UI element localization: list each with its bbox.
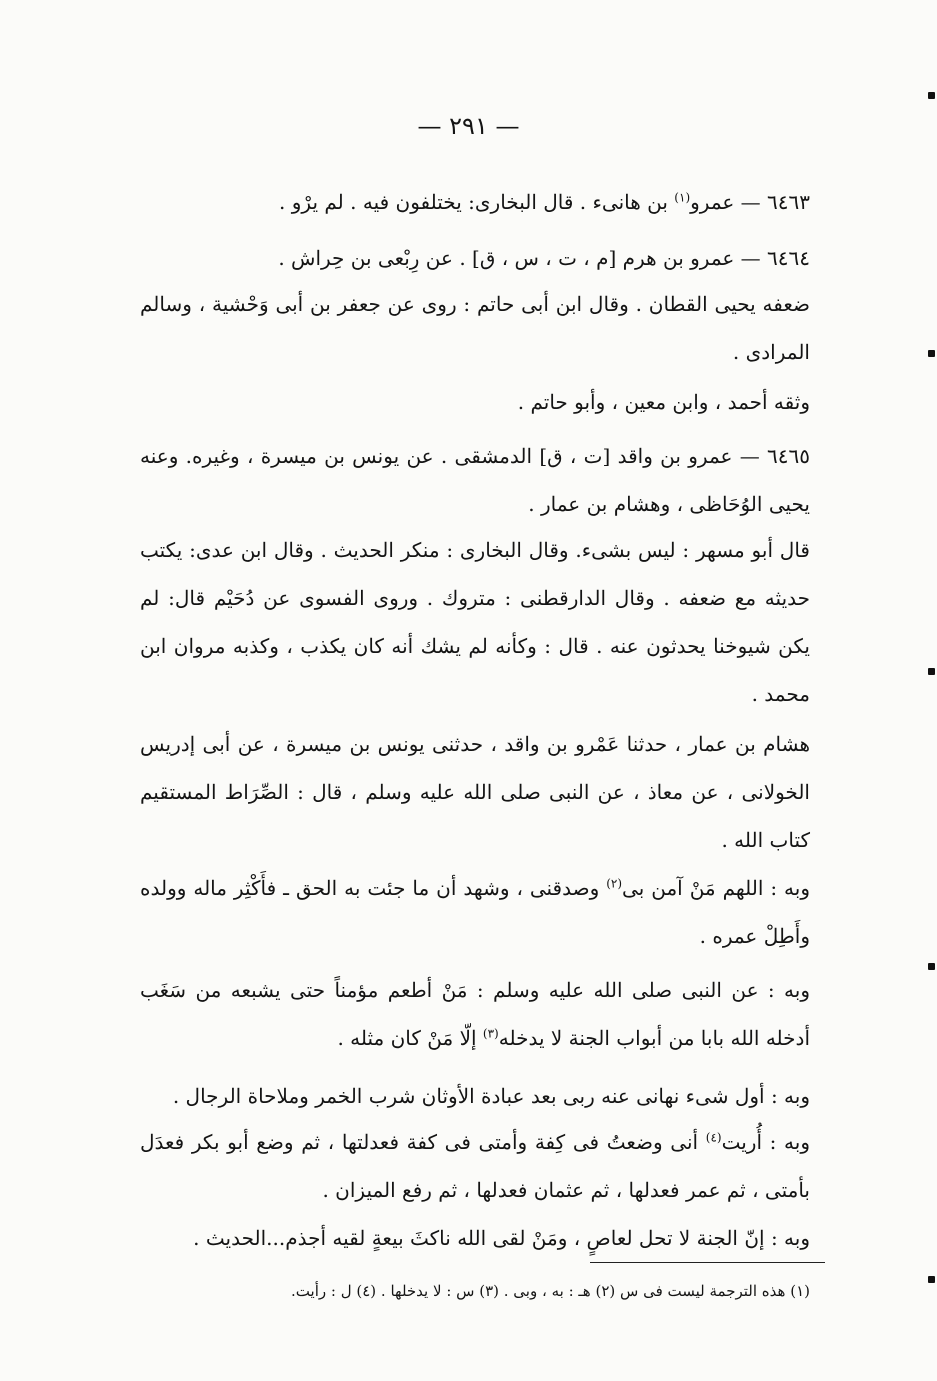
paragraph-text: وبه : اللهم مَنْ آمن بى [622, 876, 810, 900]
paragraph [140, 280, 810, 376]
paragraph [140, 864, 810, 960]
footnote-ref: (٣) [482, 1026, 499, 1041]
page-number: — ٢٩١ — [417, 112, 520, 140]
paragraph-text: وثقه أحمد ، وابن معين ، وأبو حاتم . [517, 390, 810, 414]
footnote-ref: (١) [674, 190, 691, 205]
entry-6464 [140, 234, 810, 282]
paragraph [140, 526, 810, 718]
margin-mark [928, 1276, 935, 1283]
entry-text: ٦٤٦٤ — عمرو بن هرم [م ، ت ، س ، ق] . عن رِبْعى بن حِراش . [278, 246, 810, 270]
footnote-ref: (٢) [606, 876, 623, 891]
paragraph [140, 1214, 810, 1262]
paragraph-text-rest: إلّا مَنْ كان مثله . [337, 1026, 483, 1050]
footnote-divider [590, 1262, 825, 1263]
paragraph [140, 378, 810, 426]
paragraph-text: ضعفه يحيى القطان . وقال ابن أبى حاتم : روى عن جعفر بن أبى وَحْشية ، وسالم المرادى . [140, 292, 810, 364]
entry-text: ٦٤٦٥ — عمرو بن واقد [ت ، ق] الدمشقى . عن يونس بن ميسرة ، وغيره. وعنه يحيى الوُحَاظى ، وهشام بن عمار . [140, 444, 810, 516]
footnotes: (١) هذه الترجمة ليست فى س (٢) هـ : به ، وبى . (٣) س : لا يدخلها . (٤) ل : رأيت. [291, 1282, 810, 1300]
margin-mark [928, 350, 935, 357]
paragraph [140, 720, 810, 864]
paragraph-text: وبه : أُريت [721, 1130, 810, 1154]
margin-mark [928, 92, 935, 99]
entry-6463 [140, 178, 810, 226]
margin-mark [928, 668, 935, 675]
entry-6465 [140, 432, 810, 528]
paragraph-text: وبه : إنّ الجنة لا تحل لعاصٍ ، ومَنْ لقى الله ناكثَ بيعةٍ لقيه أجذم...الحديث . [193, 1226, 810, 1250]
paragraph [140, 1118, 810, 1214]
paragraph-text: هشام بن عمار ، حدثنا عَمْرو بن واقد ، حدثنى يونس بن ميسرة ، عن أبى إدريس الخولانى ، عن معاذ ، عن النبى صلى الله عليه وسلم ، قال : الصِّرَاط المستقيم كتاب الله . [140, 732, 810, 852]
paragraph-text: وبه : أول شىء نهانى عنه ربى بعد عبادة الأوثان شرب الخمر وملاحاة الرجال . [172, 1084, 810, 1108]
paragraph-text: وبه : عن النبى صلى الله عليه وسلم : مَنْ أطعم مؤمناً حتى يشبعه من سَغَب أدخله الله بابا من أبواب الجنة لا يدخله [140, 978, 810, 1050]
margin-mark [928, 963, 935, 970]
paragraph [140, 1072, 810, 1120]
paragraph-text-rest: أنى وضعتُ فى كِفة وأمتى فى كفة فعدلتها ، ثم وضع أبو بكر فعدَل بأمتى ، ثم عمر فعدلها ، ثم عثمان فعدلها ، ثم رفع الميزان . [140, 1130, 810, 1202]
entry-text-rest: بن هانىء . قال البخارى: يختلفون فيه . لم يرْو . [279, 190, 675, 214]
paragraph-text-rest: وصدقنى ، وشهد أن ما جئت به الحق ـ فأَكْثِر ماله وولده وأَطِلْ عمره . [140, 876, 810, 948]
footnote-ref: (٤) [705, 1130, 722, 1145]
paragraph [140, 966, 810, 1062]
entry-text: ٦٤٦٣ — عمرو [690, 190, 810, 214]
paragraph-text: قال أبو مسهر : ليس بشىء. وقال البخارى : منكر الحديث . وقال ابن عدى: يكتب حديثه مع ضعفه . وقال الدارقطنى : متروك . وروى الفسوى عن دُحَيْم قال: لم يكن شيوخنا يحدثون عنه . قال : وكأنه لم يشك أنه كان يكذب ، وكذبه مروان ابن محمد . [140, 538, 810, 706]
